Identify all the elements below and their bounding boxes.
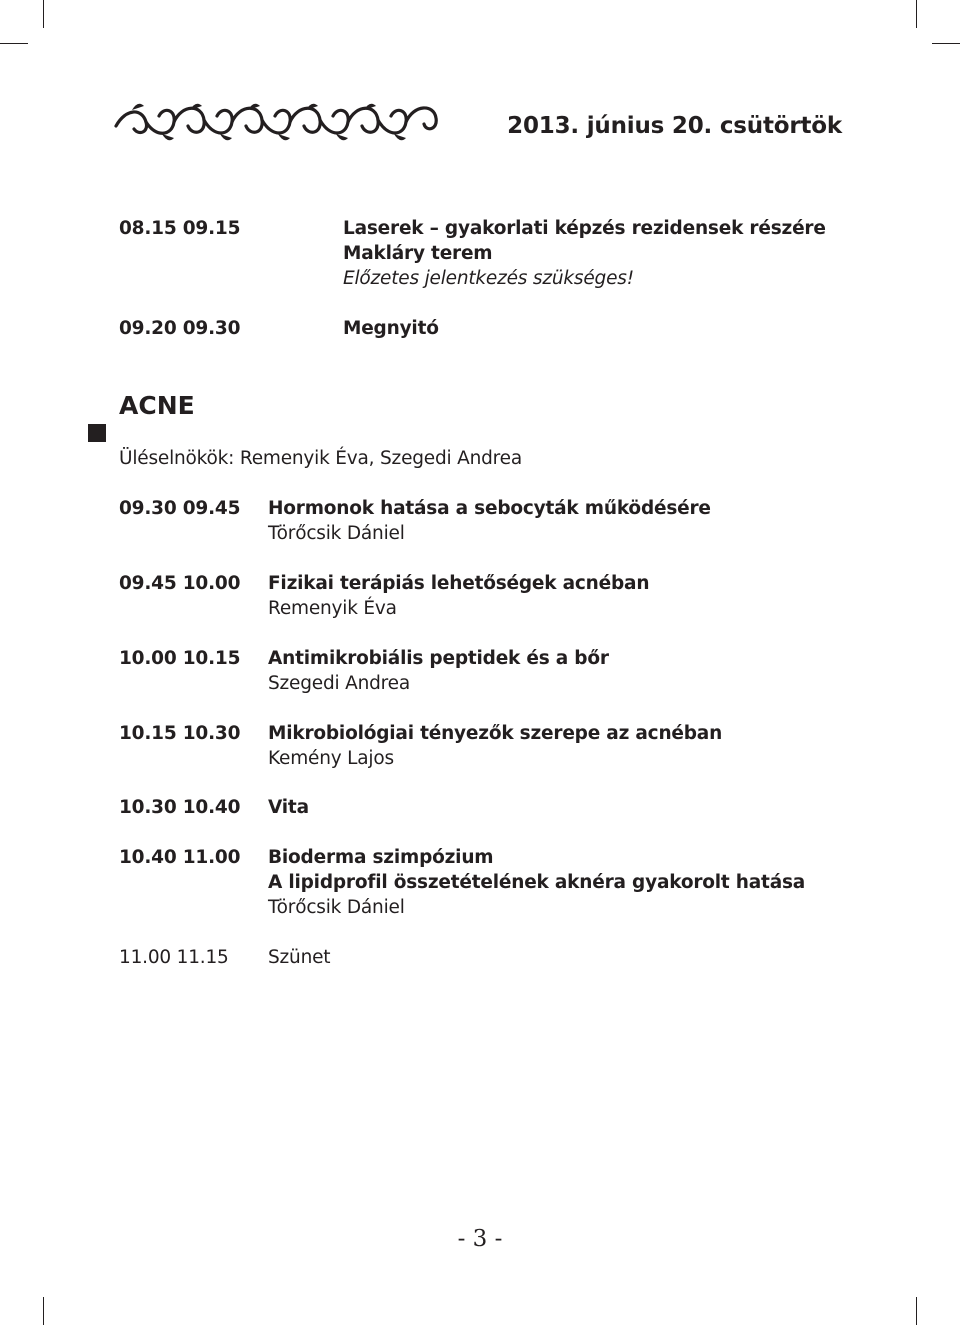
crop-mark-bottom-right-v	[916, 1297, 917, 1325]
talk-title: Fizikai terápiás lehetőségek acnéban	[268, 573, 650, 594]
section-chairs: Üléselnökök: Remenyik Éva, Szegedi Andrea	[119, 448, 522, 469]
crop-mark-top-left-v	[43, 0, 44, 28]
talk-title: Bioderma szimpózium	[268, 847, 494, 868]
talk-subtitle: A lipidprofil összetételének aknéra gyakorolt hatása	[268, 872, 806, 893]
session-note: Előzetes jelentkezés szükséges!	[343, 268, 634, 289]
talk-speaker: Törőcsik Dániel	[268, 523, 405, 544]
session-title: Laserek – gyakorlati képzés rezidensek részére	[343, 218, 826, 239]
talk-title: Szünet	[268, 947, 331, 968]
session-title: Megnyitó	[343, 318, 439, 339]
session-time: 09.20 09.30	[119, 318, 241, 339]
talk-time: 10.15 10.30	[119, 723, 241, 744]
date-heading: 2013. június 20. csütörtök	[507, 113, 842, 139]
talk-time: 09.30 09.45	[119, 498, 241, 519]
talk-speaker: Szegedi Andrea	[268, 673, 410, 694]
talk-time: 10.00 10.15	[119, 648, 241, 669]
talk-speaker: Törőcsik Dániel	[268, 897, 405, 918]
crop-mark-top-right-h	[932, 43, 960, 44]
talk-title: Vita	[268, 797, 309, 818]
crop-mark-top-right-v	[916, 0, 917, 28]
talk-speaker: Kemény Lajos	[268, 748, 394, 769]
talk-time: 10.40 11.00	[119, 847, 241, 868]
talk-time: 11.00 11.15	[119, 947, 229, 968]
talk-time: 10.30 10.40	[119, 797, 241, 818]
session-time: 08.15 09.15	[119, 218, 241, 239]
talk-title: Mikrobiológiai tényezők szerepe az acnéban	[268, 723, 723, 744]
page-number: - 3 -	[457, 1226, 503, 1252]
section-marker-icon	[88, 424, 106, 442]
talk-title: Hormonok hatása a sebocyták működésére	[268, 498, 711, 519]
session-location: Makláry terem	[343, 243, 493, 264]
floral-ornament-icon	[112, 96, 448, 144]
section-title: ACNE	[119, 391, 195, 420]
crop-mark-bottom-left-v	[43, 1297, 44, 1325]
talk-speaker: Remenyik Éva	[268, 598, 397, 619]
talk-title: Antimikrobiális peptidek és a bőr	[268, 648, 609, 669]
crop-mark-top-left-h	[0, 43, 28, 44]
talk-time: 09.45 10.00	[119, 573, 241, 594]
